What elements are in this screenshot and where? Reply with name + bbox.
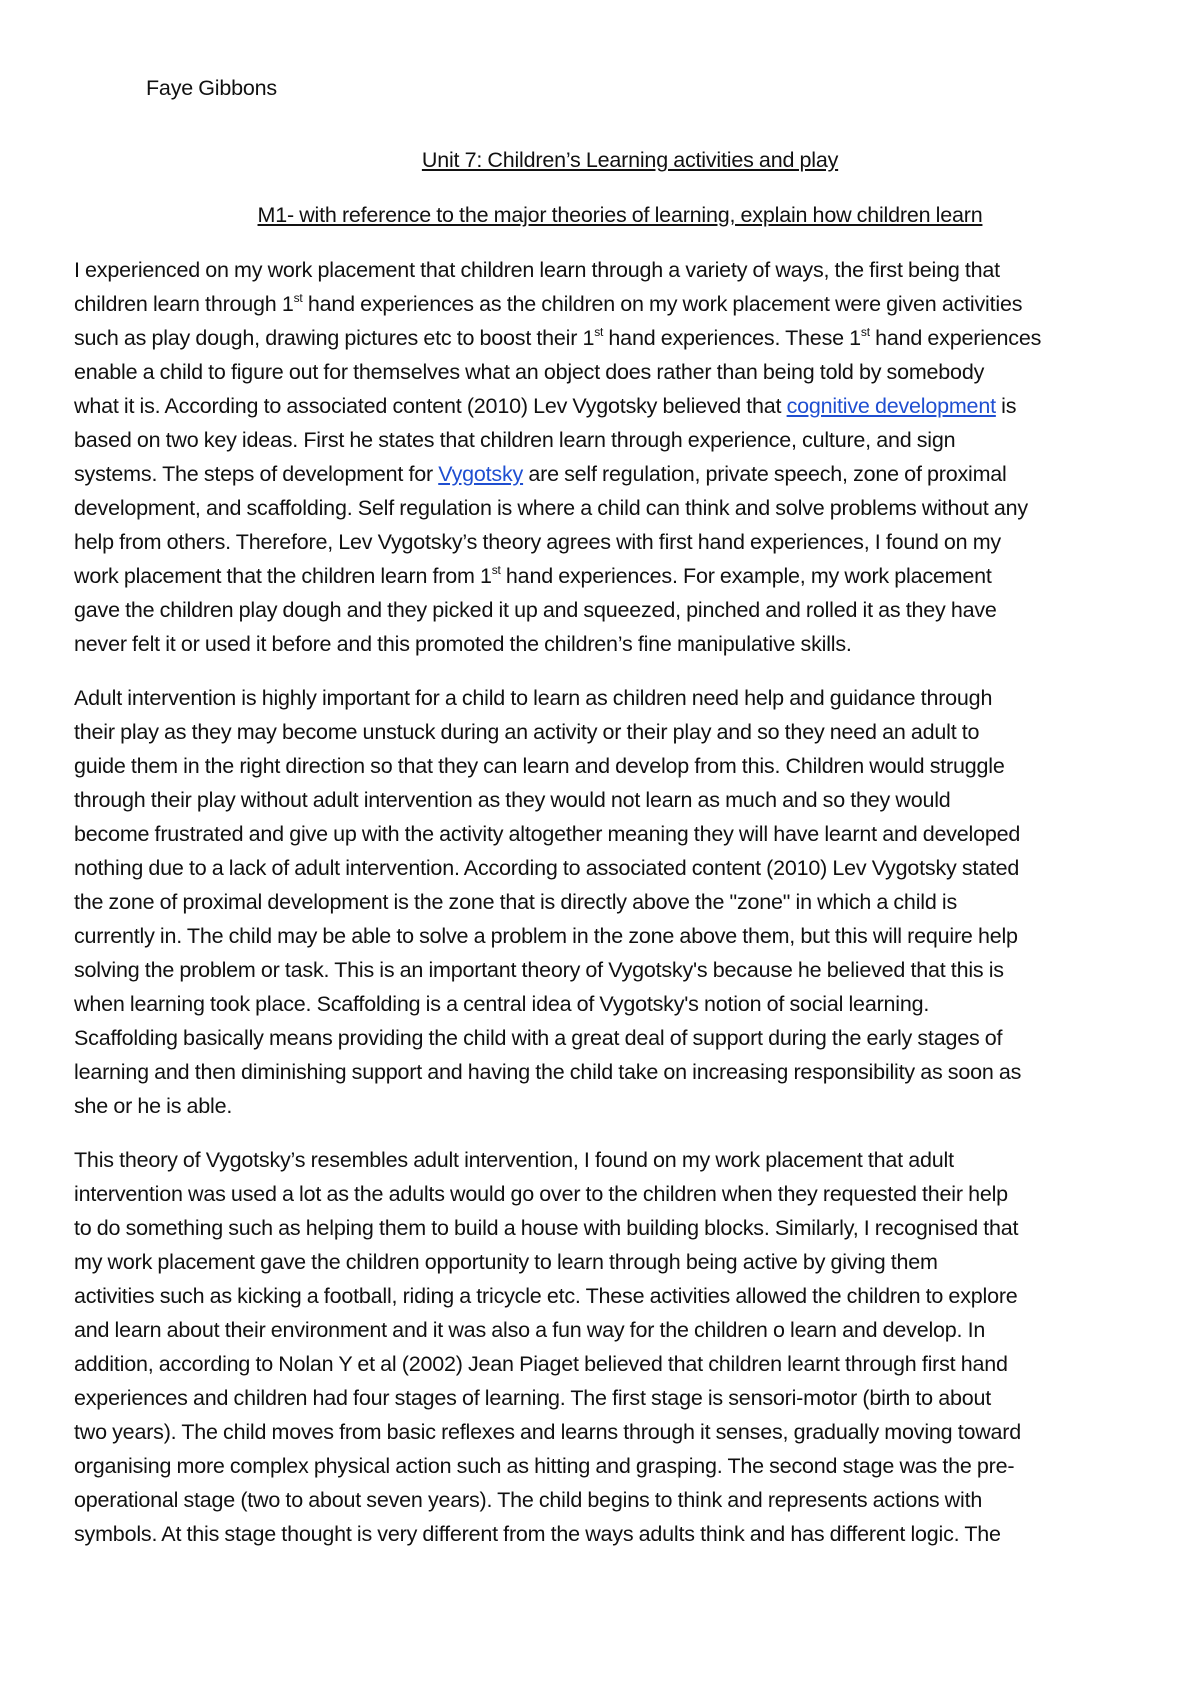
paragraph-2 [74,681,1136,1123]
text-line: when learning took place. Scaffolding is a central idea of Vygotsky's notion of social learning. [74,992,930,1016]
vygotsky-link[interactable]: Vygotsky [438,462,524,486]
paragraph-1 [74,253,1136,661]
text-line: intervention was used a lot as the adults would go over to the children when they requested their help [74,1182,1008,1206]
text-line: I experienced on my work placement that children learn through a variety of ways, the first being that [74,258,1000,282]
text-line: symbols. At this stage thought is very different from the ways adults think and has different logic. The [74,1522,1001,1546]
text-run: hand experiences [869,326,1042,350]
text-run: systems. The steps of development for [74,462,439,486]
text-run: work placement that the children learn from 1 [74,564,492,588]
text-line [74,457,1136,491]
text-run: such as play dough, drawing pictures etc to boost their 1 [74,326,595,350]
text-line: my work placement gave the children opportunity to learn through being active by giving them [74,1250,938,1274]
text-line: help from others. Therefore, Lev Vygotsky’s theory agrees with first hand experiences, I found on my [74,530,1001,554]
text-run: hand experiences. For example, my work placement [500,564,992,588]
text-line: currently in. The child may be able to solve a problem in the zone above them, but this will require help [74,924,1018,948]
text-line: she or he is able. [74,1094,233,1118]
text-line: Adult intervention is highly important for a child to learn as children need help and guidance through [74,686,993,710]
superscript: st [293,291,303,305]
text-line: addition, according to Nolan Y et al (2002) Jean Piaget believed that children learnt through first hand [74,1352,1008,1376]
text-line: enable a child to figure out for themselves what an object does rather than being told by somebody [74,360,985,384]
text-line: their play as they may become unstuck during an activity or their play and so they need an adult to [74,720,980,744]
text-run: hand experiences. These 1 [603,326,861,350]
text-line: two years). The child moves from basic reflexes and learns through it senses, gradually moving toward [74,1420,1022,1444]
paragraph-3 [74,1143,1136,1551]
document-title: Unit 7: Children’s Learning activities and play [421,148,839,172]
text-line: gave the children play dough and they picked it up and squeezed, pinched and rolled it as they have [74,598,997,622]
superscript: st [860,325,870,339]
text-line: never felt it or used it before and this promoted the children’s fine manipulative skills. [74,632,852,656]
text-line: activities such as kicking a football, riding a tricycle etc. These activities allowed the children to explore [74,1284,1018,1308]
text-line [74,321,1136,355]
text-line: operational stage (two to about seven years). The child begins to think and represents actions with [74,1488,983,1512]
text-run: what it is. According to associated content (2010) Lev Vygotsky believed that [74,394,787,418]
text-line: experiences and children had four stages of learning. The first stage is sensori-motor (birth to about [74,1386,992,1410]
document-body [74,253,1136,1571]
cognitive-development-link[interactable]: cognitive development [786,394,996,418]
text-line: based on two key ideas. First he states that children learn through experience, culture, and sign [74,428,956,452]
text-line: through their play without adult intervention as they would not learn as much and so they would [74,788,951,812]
text-run: hand experiences as the children on my work placement were given activities [302,292,1023,316]
text-run: are self regulation, private speech, zone of proximal [523,462,1007,486]
text-line: become frustrated and give up with the activity altogether meaning they will have learnt and developed [74,822,1021,846]
text-line: the zone of proximal development is the zone that is directly above the "zone" in which a child is [74,890,957,914]
text-line: guide them in the right direction so that they can learn and develop from this. Children would struggle [74,754,1005,778]
superscript: st [594,325,604,339]
text-line: development, and scaffolding. Self regulation is where a child can think and solve problems without any [74,496,1028,520]
document-subtitle: M1- with reference to the major theories of learning, explain how children learn [257,203,983,227]
text-line: solving the problem or task. This is an important theory of Vygotsky's because he believed that this is [74,958,1004,982]
text-line: to do something such as helping them to build a house with building blocks. Similarly, I recognised that [74,1216,1019,1240]
superscript: st [491,563,501,577]
text-line: This theory of Vygotsky’s resembles adult intervention, I found on my work placement that adult [74,1148,954,1172]
text-line: and learn about their environment and it was also a fun way for the children o learn and develop. In [74,1318,986,1342]
text-line [74,559,1136,593]
text-line [74,389,1136,423]
text-line [74,287,1136,321]
text-line: Scaffolding basically means providing the child with a great deal of support during the early stages of [74,1026,1003,1050]
text-line: organising more complex physical action such as hitting and grasping. The second stage was the pre- [74,1454,1015,1478]
author-name: Faye Gibbons [146,76,277,100]
text-line: nothing due to a lack of adult intervention. According to associated content (2010) Lev Vygotsky stated [74,856,1020,880]
text-run: is [995,394,1017,418]
text-run: children learn through 1 [74,292,294,316]
text-line: learning and then diminishing support and having the child take on increasing responsibility as soon as [74,1060,1022,1084]
